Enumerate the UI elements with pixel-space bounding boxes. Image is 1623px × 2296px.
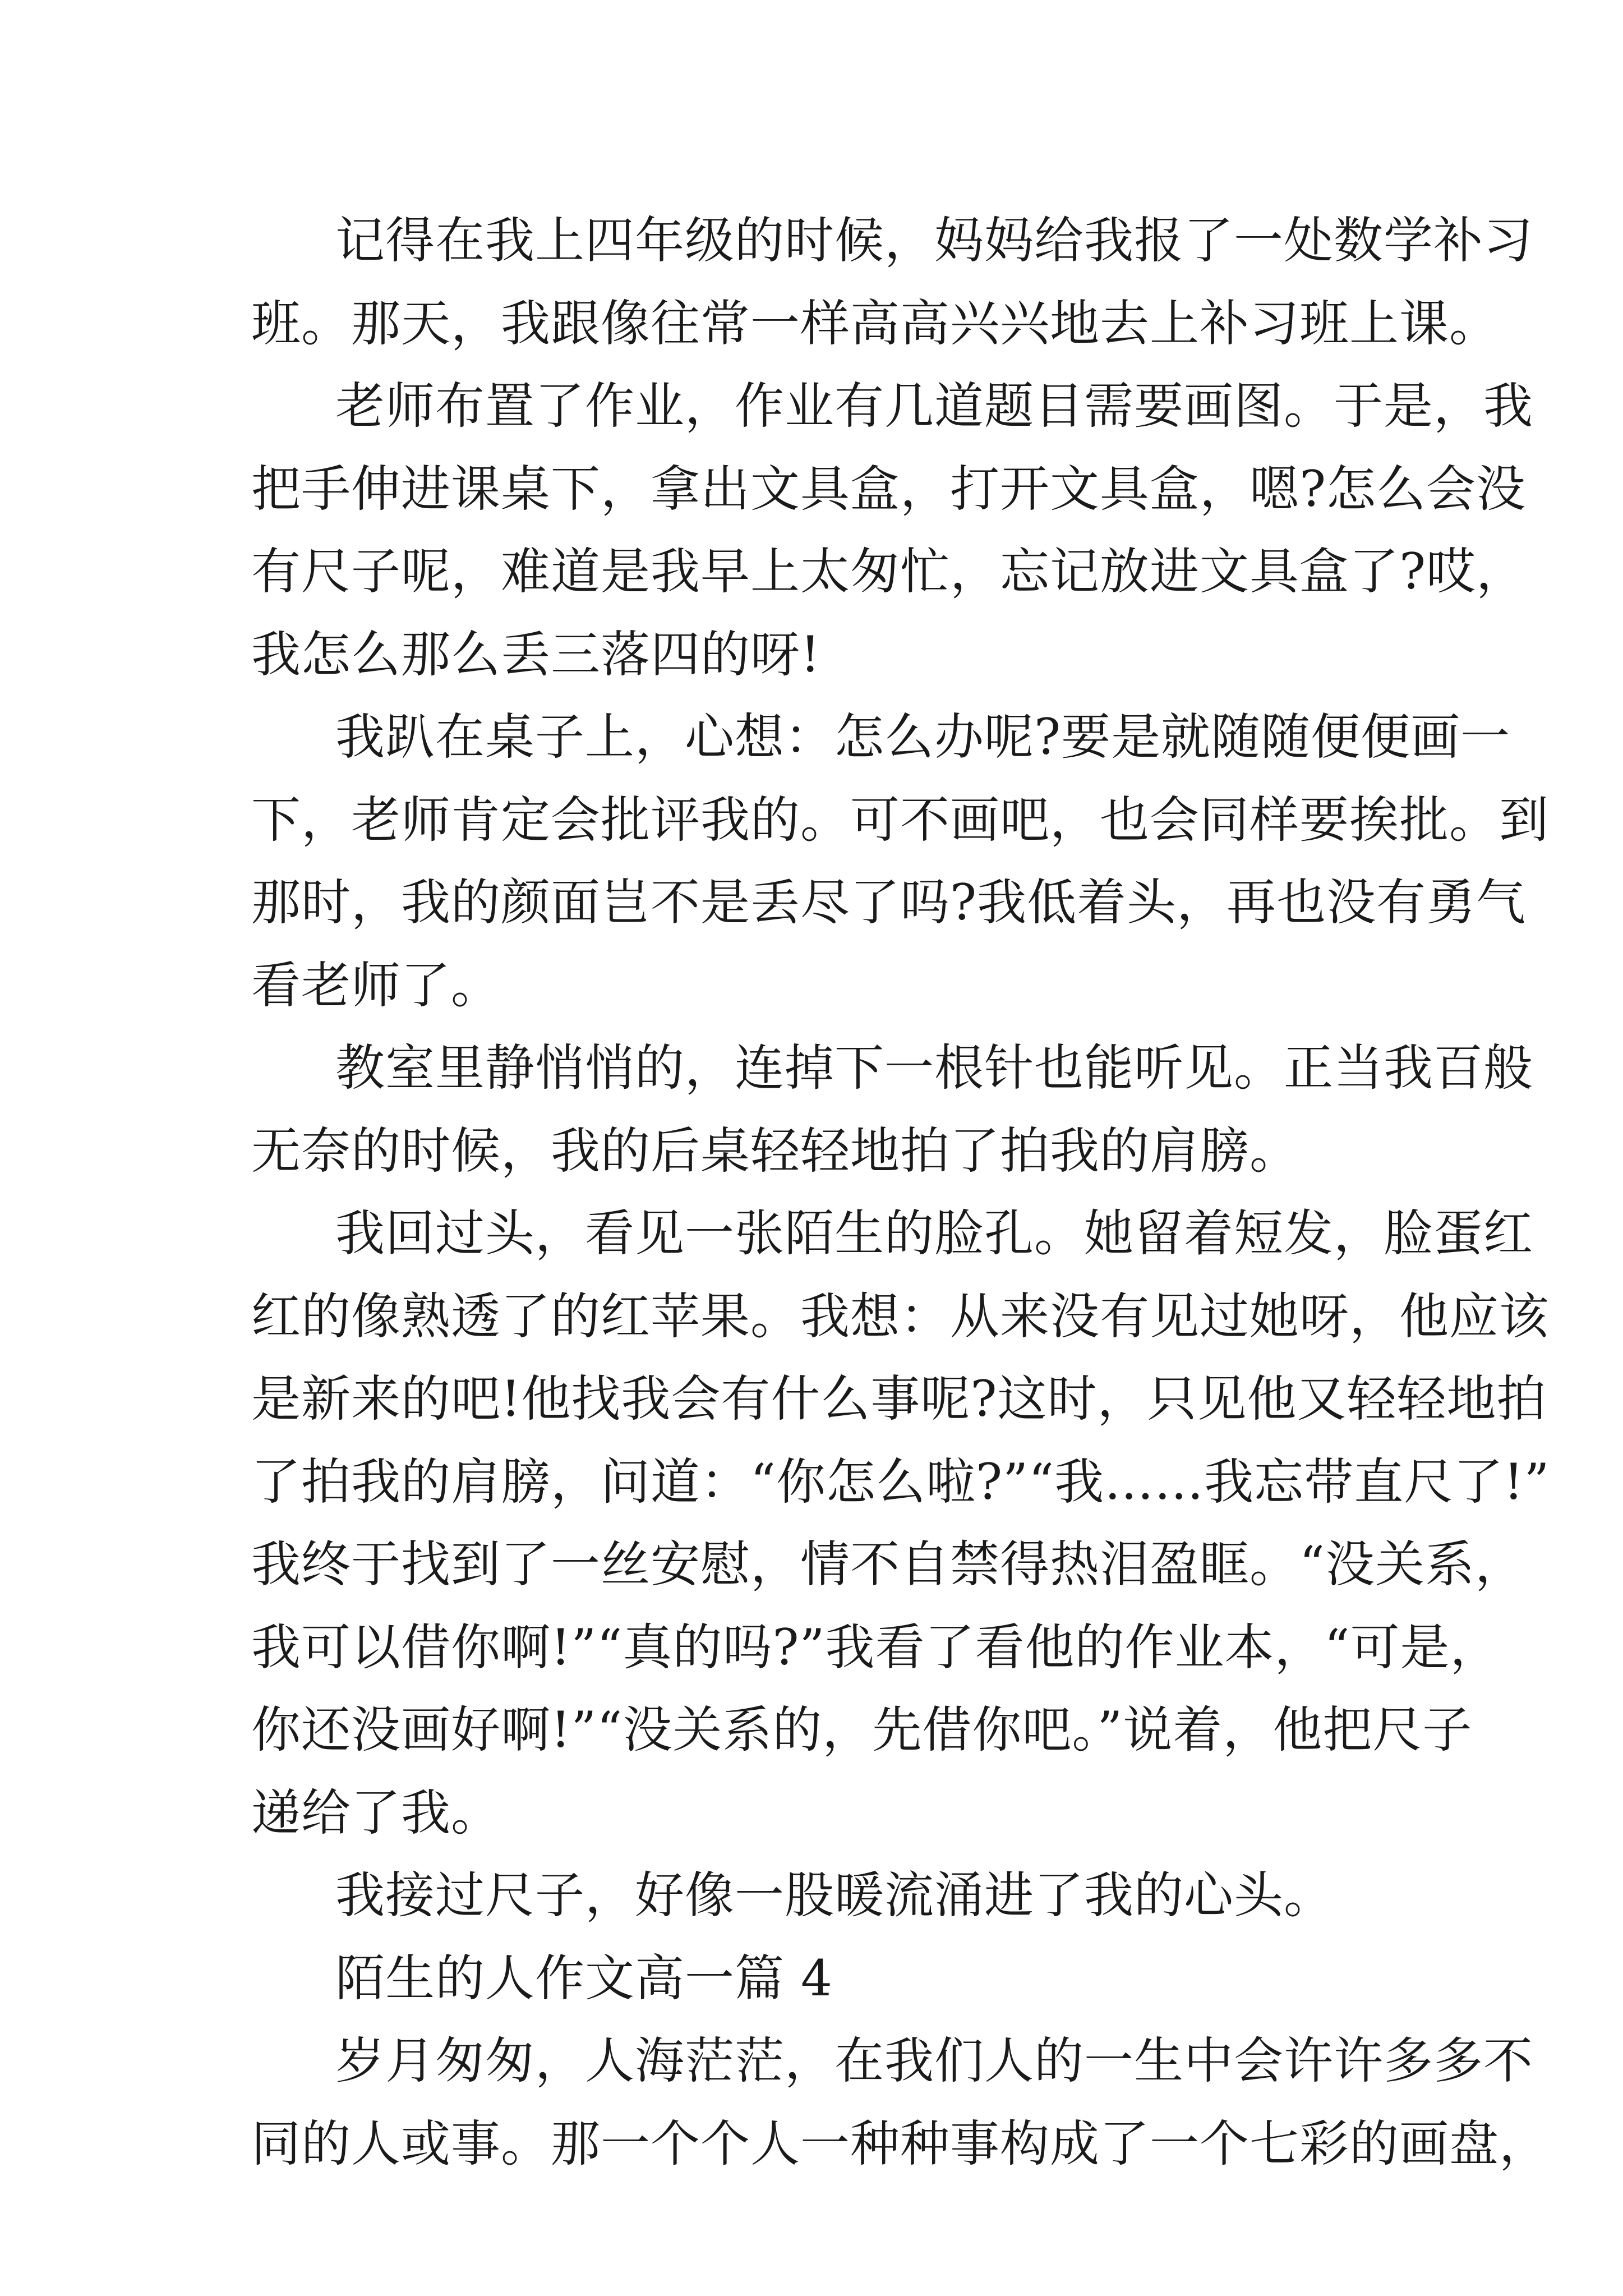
text-line: 看老师了。: [251, 956, 501, 1014]
text-line: 班。那天，我跟像往常一样高高兴兴地去上补习班上课。: [251, 295, 1500, 352]
text-line: 你还没画好啊!”“没关系的，先借你吧。”说着，他把尺子: [251, 1701, 1473, 1759]
text-line: 红的像熟透了的红苹果。我想：从来没有见过她呀，他应该: [251, 1287, 1550, 1345]
text-line: 教室里静悄悄的，连掉下一根针也能听见。正当我百般: [335, 1039, 1534, 1097]
text-line: 了拍我的肩膀，问道：“你怎么啦?”“我……我忘带直尺了!”: [251, 1453, 1550, 1511]
text-line: 同的人或事。那一个个人一种种事构成了一个七彩的画盘，: [251, 2115, 1550, 2173]
text-line: 把手伸进课桌下，拿出文具盒，打开文具盒，嗯?怎么会没: [251, 460, 1527, 518]
text-line: 老师布置了作业，作业有几道题目需要画图。于是，我: [335, 377, 1534, 435]
text-line: 有尺子呢，难道是我早上太匆忙，忘记放进文具盒了?哎，: [251, 542, 1527, 600]
text-line: 我终于找到了一丝安慰，情不自禁得热泪盈眶。“没关系，: [251, 1535, 1525, 1593]
text-line: 岁月匆匆，人海茫茫，在我们人的一生中会许许多多不: [335, 2032, 1534, 2090]
text-line: 递给了我。: [251, 1784, 501, 1842]
text-line: 是新来的吧!他找我会有什么事呢?这时，只见他又轻轻地拍: [251, 1370, 1547, 1428]
text-line: 那时，我的颜面岂不是丢尽了吗?我低着头，再也没有勇气: [251, 873, 1527, 931]
text-line: 记得在我上四年级的时候，妈妈给我报了一处数学补习: [335, 211, 1534, 269]
text-line: 我接过尺子，好像一股暖流涌进了我的心头。: [335, 1866, 1334, 1924]
section-heading: 陌生的人作文高一篇 4: [335, 1949, 833, 2007]
text-line: 我趴在桌子上，心想：怎么办呢?要是就随随便便画一: [335, 708, 1511, 766]
text-line: 我可以借你啊!”“真的吗?”我看了看他的作业本，“可是，: [251, 1618, 1500, 1676]
text-line: 无奈的时候，我的后桌轻轻地拍了拍我的肩膀。: [251, 1122, 1300, 1180]
text-line: 我回过头，看见一张陌生的脸孔。她留着短发，脸蛋红: [335, 1204, 1534, 1262]
text-line: 我怎么那么丢三落四的呀!: [251, 625, 821, 683]
text-line: 下，老师肯定会批评我的。可不画吧，也会同样要挨批。到: [251, 791, 1550, 849]
